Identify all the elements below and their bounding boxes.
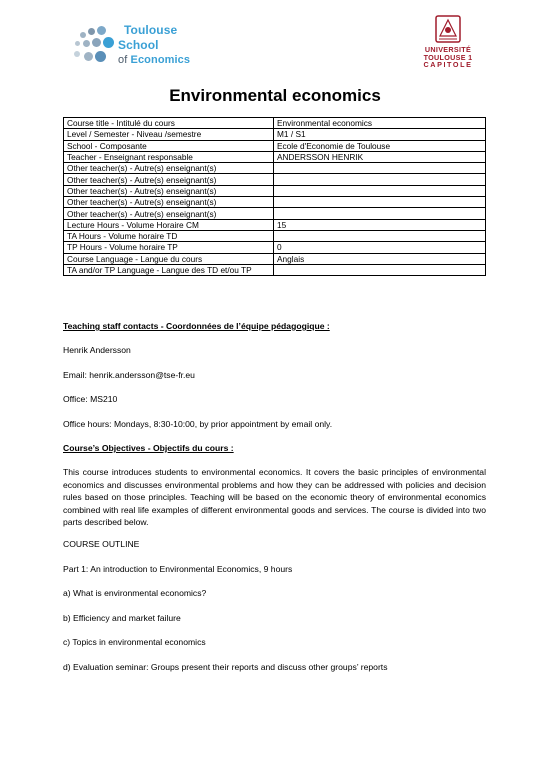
outline-item: c) Topics in environmental economics <box>63 637 206 648</box>
course-info-row <box>64 253 486 264</box>
course-info-row <box>64 118 486 129</box>
course-info-row <box>64 219 486 230</box>
course-info-value: 0 <box>274 242 486 253</box>
course-info-label: TA Hours - Volume horaire TD <box>64 230 274 241</box>
page-header <box>0 0 550 80</box>
outline-item: d) Evaluation seminar: Groups present their reports and discuss other groups’ reports <box>63 661 388 672</box>
document-title: Environmental economics <box>169 86 381 105</box>
outline-item: b) Efficiency and market failure <box>63 612 181 623</box>
contacts-heading: Teaching staff contacts - Coordonnées de l’équipe pédagogique : <box>63 321 330 331</box>
course-info-label: School - Composante <box>64 140 274 151</box>
course-info-label: Level / Semester - Niveau /semestre <box>64 129 274 140</box>
course-info-row <box>64 163 486 174</box>
course-info-label: Other teacher(s) - Autre(s) enseignant(s) <box>64 197 274 208</box>
tse-wordmark-line1: Toulouse <box>124 23 178 37</box>
course-info-value: Environmental economics <box>274 118 486 129</box>
ut1-wordmark <box>417 46 479 69</box>
contact-office: Office: MS210 <box>63 394 118 405</box>
course-info-value <box>274 163 486 174</box>
course-info-row <box>64 174 486 185</box>
outline-item: a) What is environmental economics? <box>63 588 207 599</box>
tse-wordmark-line3: Economics <box>130 54 191 66</box>
contact-email: Email: henrik.andersson@tse-fr.eu <box>63 369 195 380</box>
ut1-seal-icon <box>434 14 462 44</box>
tse-wordmark <box>118 23 190 68</box>
course-info-label: Other teacher(s) - Autre(s) enseignant(s) <box>64 208 274 219</box>
course-info-value <box>274 230 486 241</box>
ut1-wordmark-line3: CAPITOLE <box>423 60 473 70</box>
course-info-row <box>64 140 486 151</box>
ut1-wordmark-line1: UNIVERSITÉ <box>424 45 472 54</box>
course-info-label: Course title - Intitulé du cours <box>64 118 274 129</box>
course-info-row <box>64 242 486 253</box>
contact-hours: Office hours: Mondays, 8:30-10:00, by prior appointment by email only. <box>63 418 333 429</box>
ut1-wordmark-line2: TOULOUSE 1 <box>423 52 473 62</box>
course-info-label: Other teacher(s) - Autre(s) enseignant(s) <box>64 174 274 185</box>
course-info-row <box>64 264 486 275</box>
course-info-value: ANDERSSON HENRIK <box>274 151 486 162</box>
course-info-row <box>64 230 486 241</box>
course-info-label: Teacher - Enseignant responsable <box>64 151 274 162</box>
course-info-label: Other teacher(s) - Autre(s) enseignant(s) <box>64 185 274 196</box>
tse-wordmark-line2: School <box>118 38 159 52</box>
objectives-heading: Course’s Objectives - Objectifs du cours : <box>63 443 234 454</box>
course-info-label: Course Language - Langue du cours <box>64 253 274 264</box>
contacts-section <box>63 320 486 673</box>
course-info-table <box>63 117 486 276</box>
course-info-row <box>64 197 486 208</box>
course-info-value: 15 <box>274 219 486 230</box>
tse-dots-icon <box>72 22 118 68</box>
outline-part1: Part 1: An introduction to Environmental Economics, 9 hours <box>63 563 293 574</box>
tse-wordmark-prefix: of <box>118 54 131 66</box>
course-info-row <box>64 129 486 140</box>
course-info-row <box>64 185 486 196</box>
course-info-value: M1 / S1 <box>274 129 486 140</box>
course-info-value: Anglais <box>274 253 486 264</box>
course-outline-title: COURSE OUTLINE <box>63 539 140 550</box>
course-info-value <box>274 197 486 208</box>
course-info-row <box>64 208 486 219</box>
tse-logo <box>72 22 202 70</box>
course-info-label: Other teacher(s) - Autre(s) enseignant(s) <box>64 163 274 174</box>
course-info-value <box>274 185 486 196</box>
contact-name: Henrik Andersson <box>63 345 131 356</box>
course-info-row <box>64 151 486 162</box>
course-info-label: TA and/or TP Language - Langue des TD et/ou TP <box>64 264 274 275</box>
objectives-paragraph: This course introduces students to environmental economics. It covers the basic principles of environmental economics and discusses environmental problems and how they can be addressed with policies and decision rules based on those principles. Teaching will be based on the economic theory of environmental economics combined with real life examples of different environmental goods and services. The course is divided into two parts described below. <box>63 467 486 528</box>
course-info-label: Lecture Hours - Volume Horaire CM <box>64 219 274 230</box>
course-info-value <box>274 264 486 275</box>
course-info-label: TP Hours - Volume horaire TP <box>64 242 274 253</box>
ut1-logo <box>417 14 479 76</box>
course-info-value: Ecole d'Economie de Toulouse <box>274 140 486 151</box>
course-info-value <box>274 208 486 219</box>
course-info-value <box>274 174 486 185</box>
